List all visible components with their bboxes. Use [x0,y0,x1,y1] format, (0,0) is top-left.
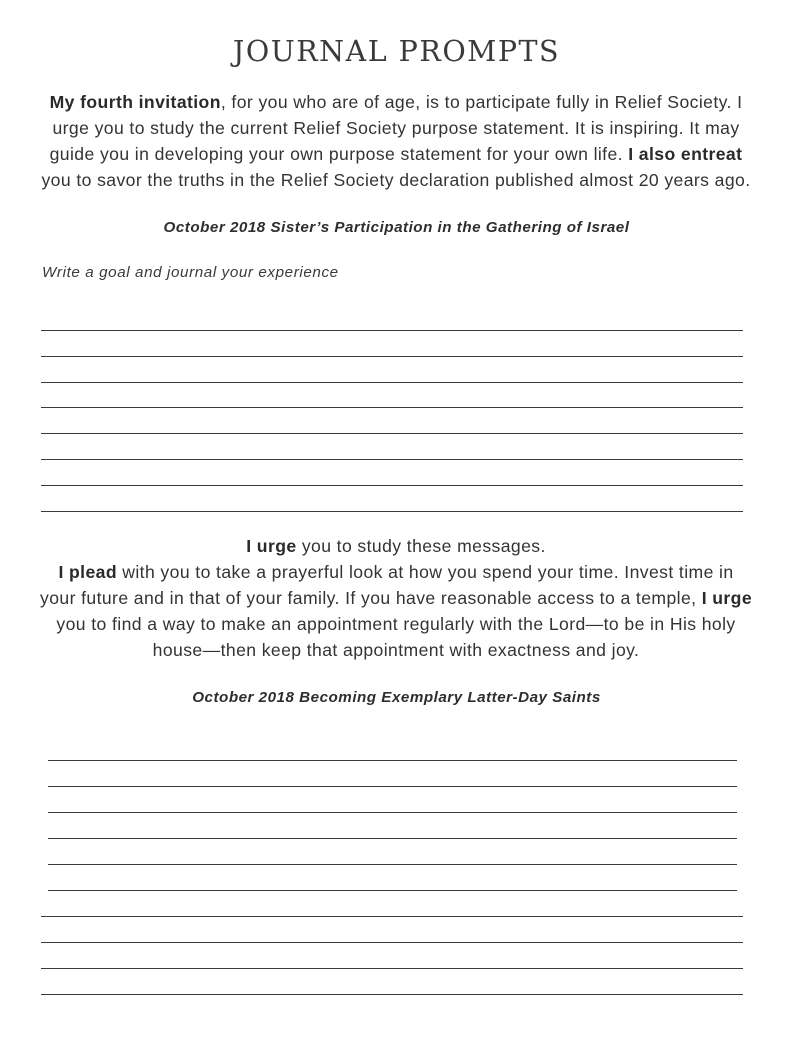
writing-line[interactable] [41,356,743,357]
writing-line[interactable] [48,786,737,787]
writing-line[interactable] [48,864,737,865]
writing-line[interactable] [41,407,743,408]
writing-line[interactable] [41,942,743,943]
quote-fourth-invitation [36,89,756,193]
quote-bold-phrase: I urge [246,536,297,556]
writing-line[interactable] [41,511,743,512]
quote-bold-phrase: I plead [58,562,117,582]
quote-text: , for you who are of age, is to participate fully in Relief Society. I urge you to study the current Relief Society purpose statement. It is inspiring. It may guide you in developing your own purpose statement for your own life. [49,92,743,164]
quote-bold-phrase: I also entreat [628,144,743,164]
quote-text: with you to take a prayerful look at how you spend your time. Invest time in your future and in that of your family. If you have reasonable access to a temple, [40,562,734,608]
writing-line[interactable] [41,485,743,486]
quote-bold-phrase: My fourth invitation [49,92,221,112]
journal-prompt: Write a goal and journal your experience [42,264,339,281]
writing-line[interactable] [41,968,743,969]
writing-line[interactable] [41,433,743,434]
page-title: JOURNAL PROMPTS [232,35,561,68]
quote-text: you to study these messages. [296,536,546,556]
quote-source: October 2018 Sister’s Participation in the Gathering of Israel [163,219,630,236]
writing-line[interactable] [41,916,743,917]
writing-line[interactable] [48,760,737,761]
writing-line[interactable] [48,890,737,891]
writing-line[interactable] [41,382,743,383]
writing-line[interactable] [48,838,737,839]
writing-line[interactable] [41,459,743,460]
writing-line[interactable] [41,994,743,995]
quote-source: October 2018 Becoming Exemplary Latter-Day Saints [192,689,601,706]
quote-study-messages [40,533,752,663]
quote-text: you to find a way to make an appointment regularly with the Lord—to be in His holy house—then keep that appointment with exactness and joy. [56,614,736,660]
quote-bold-phrase: I urge [701,588,753,608]
writing-line[interactable] [41,330,743,331]
quote-text: you to savor the truths in the Relief Society declaration published almost 20 years ago. [41,170,751,190]
writing-line[interactable] [48,812,737,813]
